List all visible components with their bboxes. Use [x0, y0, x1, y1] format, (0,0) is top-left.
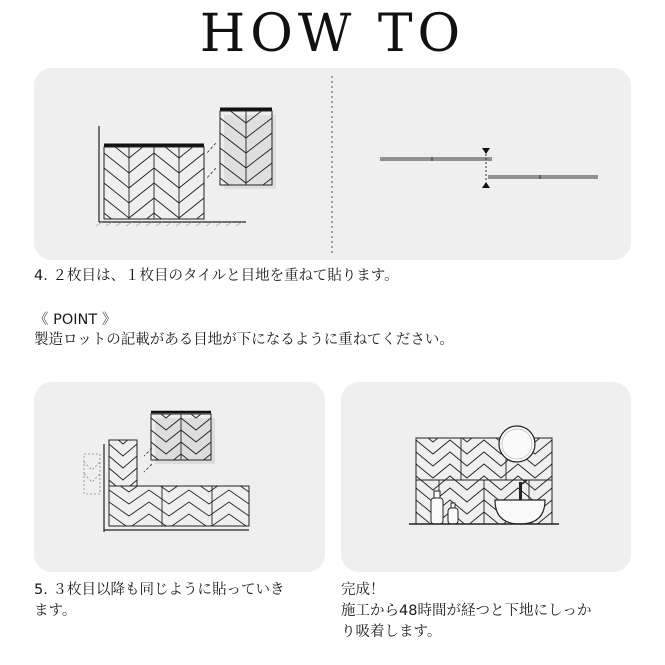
bottles: [431, 491, 458, 524]
sink-bowl: [495, 500, 545, 524]
step4-illustration: [34, 68, 631, 260]
complete-text-line2: り吸着します。: [341, 624, 442, 640]
step5-text-line1: 5. ３枚目以降も同じように貼っていき: [34, 582, 285, 598]
step5-text-line2: ます。: [34, 603, 77, 619]
page-title: HOW TO: [199, 4, 466, 64]
upper-tile: [109, 432, 137, 492]
point-heading: 《 POINT 》: [34, 312, 117, 328]
overlap-side-view: [380, 154, 598, 182]
complete-illustration-panel: [341, 382, 631, 572]
step4-text: 4. ２枚目は、１枚目のタイルと目地を重ねて貼ります。: [34, 268, 399, 284]
step4-illustration-panel: [34, 68, 631, 260]
mirror: [499, 426, 535, 462]
ghost-tile: [84, 454, 100, 494]
complete-illustration: [341, 382, 631, 572]
complete-heading: 完成！: [341, 582, 385, 598]
point-text: 製造ロットの記載がある目地が下になるように重ねてください。: [34, 332, 454, 348]
step5-illustration-panel: [34, 382, 325, 572]
step5-illustration: [34, 382, 325, 572]
complete-text-line1: 施工から48時間が経つと下地にしっか: [341, 603, 592, 619]
move-arrows: [206, 143, 216, 179]
